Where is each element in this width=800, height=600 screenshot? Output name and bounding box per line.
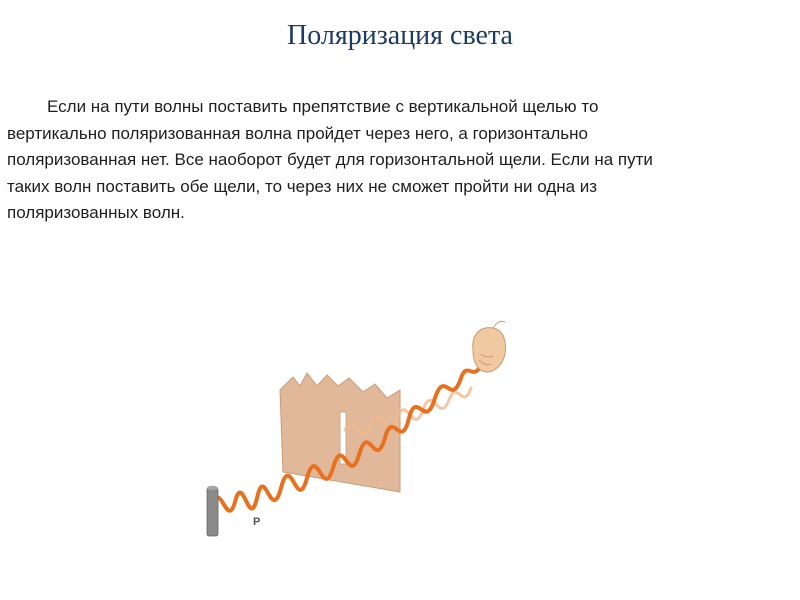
point-label: P: [253, 516, 261, 528]
body-paragraph: [7, 94, 707, 227]
source-pole-top: [207, 486, 218, 490]
slide-title: Поляризация света: [287, 20, 513, 51]
polarization-illustration: [195, 320, 515, 540]
paragraph-line: вертикально поляризованная волна пройдет через него, а горизонтально: [7, 123, 588, 143]
paragraph-line: таких волн поставить обе щели, то через них не сможет пройти ни одна из: [7, 176, 598, 196]
paragraph-line: поляризованных волн.: [7, 203, 185, 222]
source-pole: [207, 488, 218, 536]
paragraph-line: поляризованная нет. Все наоборот будет для горизонтальной щели. Если на пути: [7, 150, 653, 169]
hand-icon: [473, 321, 506, 372]
paragraph-line: Если на пути волны поставить препятствие с вертикальной щелью то: [47, 97, 599, 116]
